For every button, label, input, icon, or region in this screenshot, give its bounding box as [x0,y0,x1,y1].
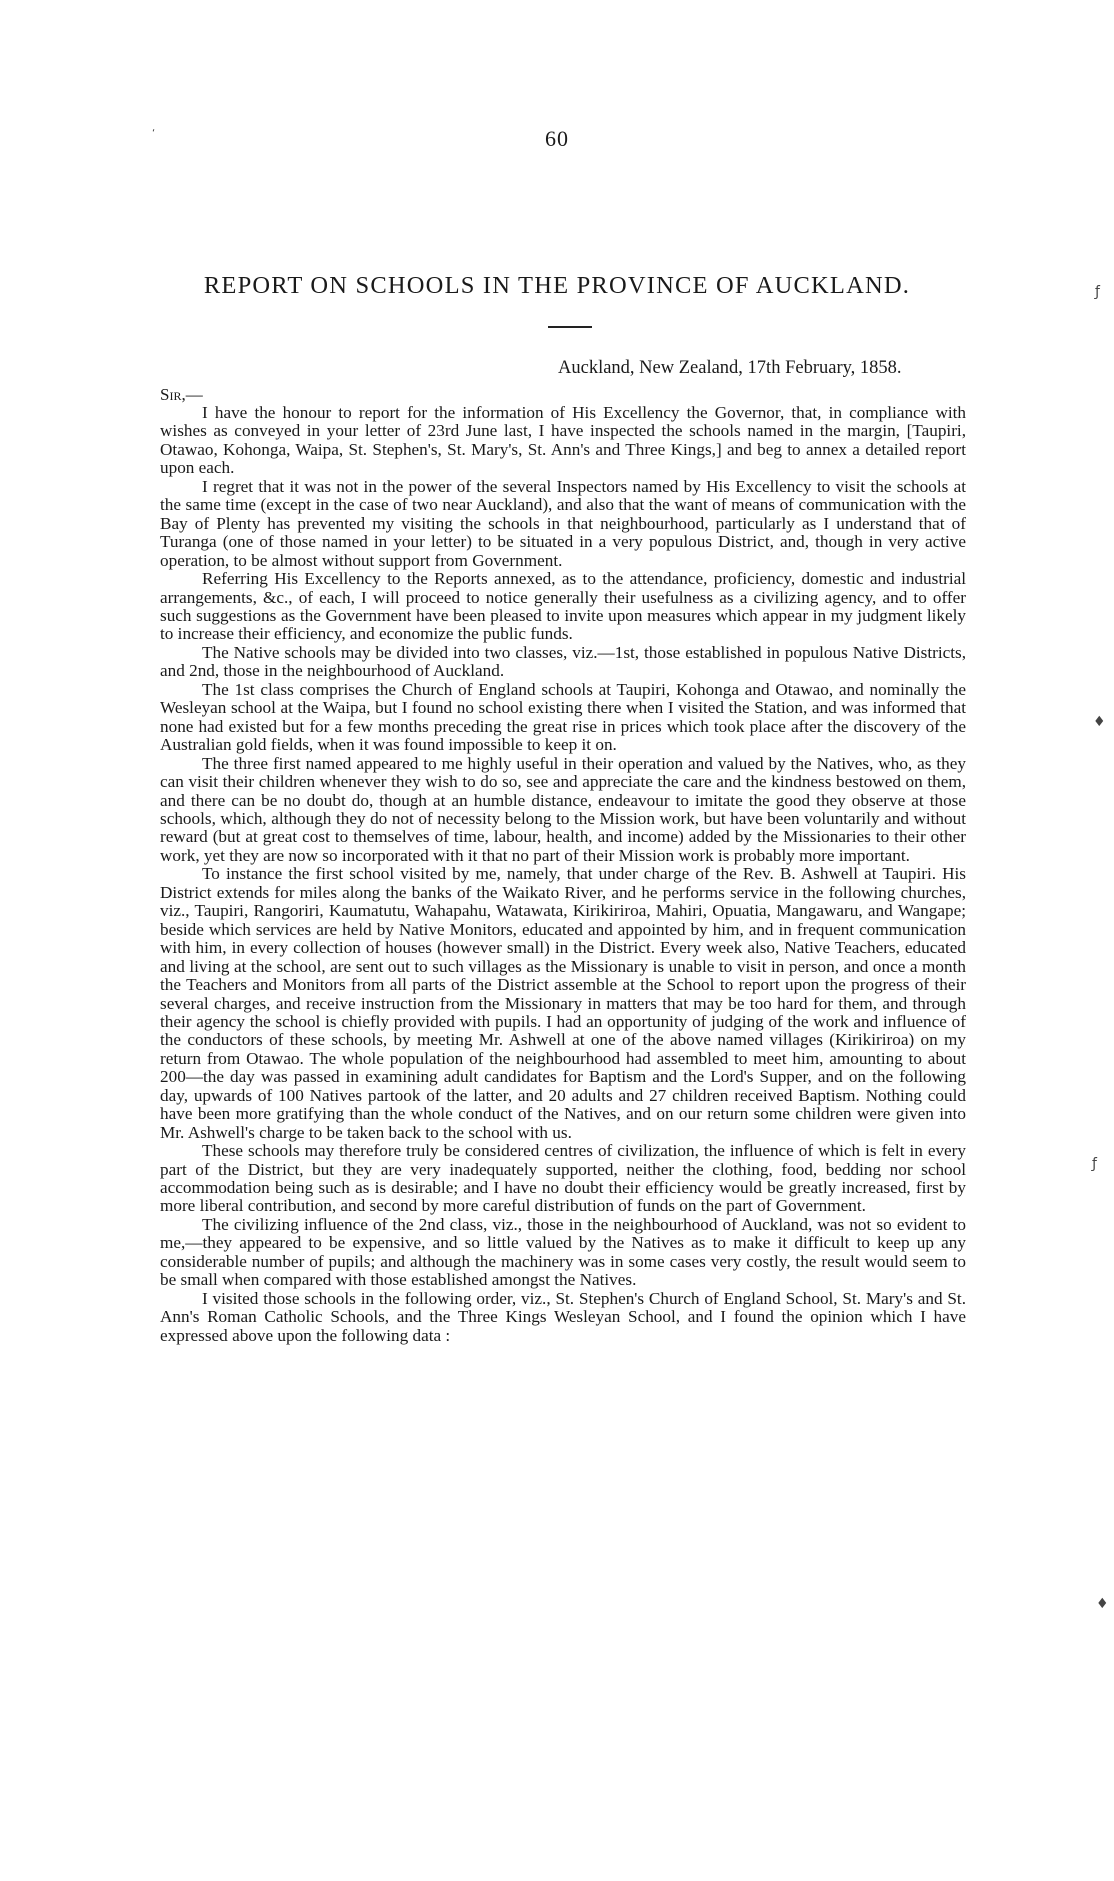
dateline: Auckland, New Zealand, 17th February, 1858. [558,358,902,378]
report-title: REPORT ON SCHOOLS IN THE PROVINCE OF AUCKLAND. [203,272,911,299]
scan-mark: ♦ [1096,1596,1109,1612]
paragraph: To instance the first school visited by me, namely, that under charge of the Rev. B. Ashwell at Taupiri. His District extends for miles along the banks of the Waikato River, and he performs service in the following churches, viz., Taupiri, Rangoriri, Kaumatutu, Wahapahu, Watawata, Kirikiriroa, Mahiri, Opuatia, Mangawaru, and Wangape; beside which services are held by Native Monitors, educated and appointed by him, and in frequent communication with him, in every collection of houses (however small) in the District. Every week also, Native Teachers, educated and living at the school, are sent out to such villages as the Missionary is unable to visit in person, and once a month the Teachers and Monitors from all parts of the District assemble at the School to report upon the progress of their several charges, and receive instruction from the Missionary in matters that may be too hard for them, and through their agency the school is chiefly provided with pupils. I had an opportunity of judging of the work and influence of the conductors of these schools, by meeting Mr. Ashwell at one of the above named villages (Kirikiriroa) on my return from Otawao. The whole population of the neighbourhood had assembled to meet him, amounting to about 200—the day was passed in examining adult candidates for Baptism and the Lord's Supper, and on the following day, upwards of 100 Natives partook of the latter, and 20 adults and 27 children received Baptism. Nothing could have been more gratifying than the whole conduct of the Natives, and on our return some children were given into Mr. Ashwell's charge to be taken back to the school with us. [160,864,966,1142]
paragraph: I have the honour to report for the information of His Excellency the Governor, that, in compliance with wishes as conveyed in your letter of 23rd June last, I have inspected the schools named in the margin, [Taupiri, Otawao, Kohonga, Waipa, St. Stephen's, St. Mary's, St. Ann's and Three Kings,] and beg to annex a detailed report upon each. [160,403,966,478]
paragraph: The civilizing influence of the 2nd class, viz., those in the neighbourhood of Auckland, was not so evident to me,—they appeared to be expensive, and so little valued by the Natives as to make it difficult to keep up any considerable number of pupils; and although the machinery was in some cases very costly, the result would seem to be small when compared with those established amongst the Natives. [160,1214,966,1290]
paragraph: These schools may therefore truly be considered centres of civilization, the influence of which is felt in every part of the District, but they are very inadequately supported, neither the clothing, food, bedding nor school accommodation being such as is desirable; and I have no doubt their efficiency would be greatly increased, first by more liberal contribution, and second by more careful distribution of funds on the part of Government. [160,1141,966,1216]
scan-mark: ♦ [1093,714,1106,730]
paragraph: The three first named appeared to me highly useful in their operation and valued by the Natives, who, as they can visit their children whenever they wish to do so, see and appreciate the care and the kindness bestowed on them, and there can be no doubt do, though at an humble distance, endeavour to imitate the good they observe at those schools, which, although they do not of necessity belong to the Mission work, but have been voluntarily and without reward (but at great cost to themselves of time, labour, health, and income) added by the Missionaries to their other work, yet they are now so incorporated with it that no part of their Mission work is probably more important. [160,753,966,865]
salutation: Sir,— [160,385,203,404]
page-number: 60 [545,126,569,151]
scan-mark: ‘ [152,128,156,139]
title-rule [548,326,592,328]
paragraph: I visited those schools in the following order, viz., St. Stephen's Church of England School, St. Mary's and St. Ann's Roman Catholic Schools, and the Three Kings Wesleyan School, and I found the opinion which I have expressed above upon the following data : [160,1288,966,1345]
scan-mark: ƒ [1095,284,1100,300]
report-body [160,404,966,1345]
paragraph: The 1st class comprises the Church of England schools at Taupiri, Kohonga and Otawao, and nominally the Wesleyan school at the Waipa, but I found no school existing there when I visited the Station, and was informed that none had existed but for a few months preceding the great rise in prices which took place after the discovery of the Australian gold fields, when it was found impossible to keep it on. [160,679,966,755]
paragraph: Referring His Excellency to the Reports annexed, as to the attendance, proficiency, domestic and industrial arrangements, &c., of each, I will proceed to notice generally their usefulness as a civilizing agency, and to offer such suggestions as the Government have been pleased to invite upon measures which appear in my judgment likely to increase their efficiency, and economize the public funds. [160,569,966,644]
paragraph: I regret that it was not in the power of the several Inspectors named by His Excellency to visit the schools at the same time (except in the case of two near Auckland), and also that the want of means of communication with the Bay of Plenty has prevented my visiting the schools in that neighbourhood, particularly as I understand that of Turanga (one of those named in your letter) to be situated in a very populous District, and, though in very active operation, to be almost without support from Government. [160,476,966,570]
paragraph: The Native schools may be divided into two classes, viz.—1st, those established in populous Native Districts, and 2nd, those in the neighbourhood of Auckland. [160,642,966,681]
scan-mark: ƒ [1092,1156,1097,1172]
